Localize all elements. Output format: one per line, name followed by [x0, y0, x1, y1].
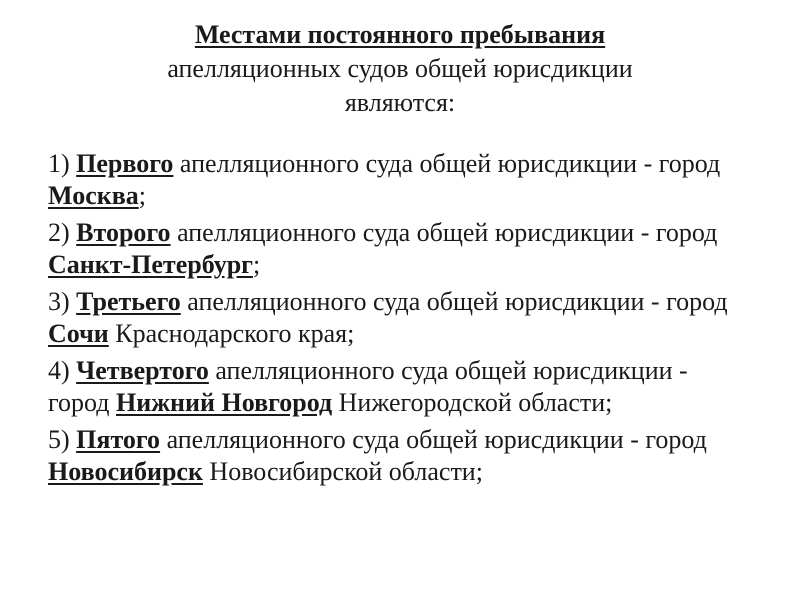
title-line-2: апелляционных судов общей юрисдикции: [167, 54, 633, 83]
item-text: апелляционного суда общей юрисдикции - город: [170, 218, 718, 247]
city-label: Новосибирск: [48, 457, 203, 486]
city-label: Москва: [48, 181, 139, 210]
item-tail: Краснодарского края;: [108, 319, 355, 348]
ordinal-label: Второго: [76, 218, 171, 247]
list-item: [48, 148, 754, 212]
item-text: апелляционного суда общей юрисдикции - город: [173, 149, 721, 178]
ordinal-label: Пятого: [76, 425, 161, 454]
item-text: апелляционного суда общей юрисдикции - город: [48, 356, 688, 417]
item-tail: ;: [252, 250, 261, 279]
item-number: 1): [48, 149, 77, 178]
list-item: [48, 217, 754, 281]
ordinal-label: Первого: [76, 149, 174, 178]
list-item: [48, 286, 754, 350]
title-line-3: являются:: [344, 88, 456, 117]
city-label: Санкт-Петербург: [48, 250, 253, 279]
item-number: 2): [48, 218, 77, 247]
city-label: Нижний Новгород: [116, 388, 333, 417]
list-item: [48, 424, 754, 488]
item-text: апелляционного суда общей юрисдикции - город: [160, 425, 707, 454]
city-label: Сочи: [48, 319, 109, 348]
item-tail: Нижегородской области;: [332, 388, 613, 417]
court-list: [48, 148, 754, 493]
ordinal-label: Третьего: [76, 287, 181, 316]
item-number: 4): [48, 356, 77, 385]
item-number: 3): [48, 287, 77, 316]
list-item: [48, 355, 754, 419]
item-tail: Новосибирской области;: [202, 457, 483, 486]
ordinal-label: Четвертого: [76, 356, 209, 385]
slide-title: [60, 18, 740, 120]
item-tail: ;: [138, 181, 146, 210]
title-main: Местами постоянного пребывания: [194, 20, 606, 49]
item-number: 5): [48, 425, 77, 454]
item-text: апелляционного суда общей юрисдикции - город: [180, 287, 728, 316]
